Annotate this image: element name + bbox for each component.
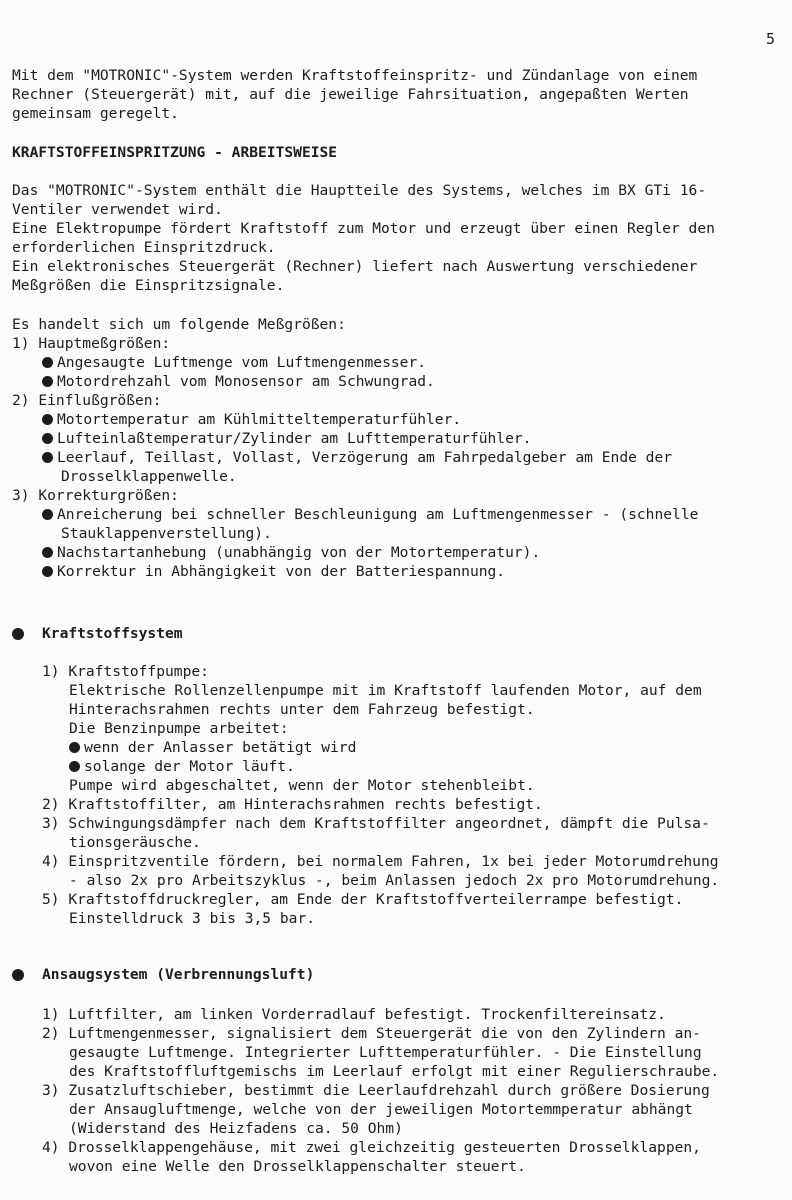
bullet-dot-icon [42,414,53,425]
list-item: Anreicherung bei schneller Beschleunigung am Luftmengenmesser - (schnelle [42,506,698,524]
intake-line: 4) Drosselklappengehäuse, mit zwei gleichzeitig gesteuerten Drosselklappen, [42,1139,701,1156]
section-bullet-icon [12,969,24,981]
measures-influence-title: 2) Einflußgrößen: [12,392,162,409]
intake-line: wovon eine Welle den Drosselklappenschalter steuert. [69,1158,526,1175]
bullet-dot-icon [42,566,53,577]
list-item: Motortemperatur am Kühlmitteltemperaturfühler. [42,411,461,429]
bullet-dot-icon [69,761,80,772]
bullet-dot-icon [42,547,53,558]
intro-line: Mit dem "MOTRONIC"-System werden Kraftstoffeinspritz- und Zündanlage von einem [12,67,698,84]
paragraph-line: Ventiler verwendet wird. [12,201,223,218]
paragraph-line: Das "MOTRONIC"-System enthält die Hauptteile des Systems, welches im BX GTi 16- [12,182,707,199]
list-item-continuation: Drosselklappenwelle. [61,468,237,485]
bullet-dot-icon [42,433,53,444]
measures-main-title: 1) Hauptmeßgrößen: [12,335,171,352]
intake-line: (Widerstand des Heizfadens ca. 50 Ohm) [69,1120,403,1137]
fuel-line: 3) Schwingungsdämpfer nach dem Kraftstoffilter angeordnet, dämpft die Pulsa- [42,815,710,832]
page-number: 5 [766,30,776,48]
paragraph-line: erforderlichen Einspritzdruck. [12,239,276,256]
list-item: wenn der Anlasser betätigt wird [69,739,356,757]
fuel-system-title: Kraftstoffsystem [42,625,183,642]
fuel-line: 2) Kraftstoffilter, am Hinterachsrahmen rechts befestigt. [42,796,543,813]
intake-line: 3) Zusatzluftschieber, bestimmt die Leerlaufdrehzahl durch größere Dosierung [42,1082,710,1099]
fuel-line: Hinterachsrahmen rechts unter dem Fahrzeug befestigt. [69,701,535,718]
bullet-dot-icon [42,509,53,520]
fuel-line: 5) Kraftstoffdruckregler, am Ende der Kraftstoffverteilerrampe befestigt. [42,891,684,908]
section-heading: KRAFTSTOFFEINSPRITZUNG - ARBEITSWEISE [12,144,338,161]
fuel-line: Die Benzinpumpe arbeitet: [69,720,289,737]
list-item: Nachstartanhebung (unabhängig von der Motortemperatur). [42,544,540,562]
fuel-line: 4) Einspritzventile fördern, bei normalem Fahren, 1x bei jeder Motorumdrehung [42,853,719,870]
list-item: Angesaugte Luftmenge vom Luftmengenmesser. [42,354,426,372]
intake-line: der Ansaugluftmenge, welche von der jeweiligen Motortemmperatur abhängt [69,1101,693,1118]
bullet-dot-icon [42,452,53,463]
list-item-continuation: Stauklappenverstellung). [61,525,272,542]
fuel-line: - also 2x pro Arbeitszyklus -, beim Anlassen jedoch 2x pro Motorumdrehung. [69,872,720,889]
intro-line: Rechner (Steuergerät) mit, auf die jeweilige Fahrsituation, angepaßten Werten [12,86,689,103]
intro-line: gemeinsam geregelt. [12,105,179,122]
intake-line: gesaugte Luftmenge. Integrierter Lufttemperaturfühler. - Die Einstellung [69,1044,702,1061]
intake-line: des Kraftstoffluftgemischs im Leerlauf erfolgt mit einer Regulierschraube. [69,1063,720,1080]
list-item: Motordrehzahl vom Monosensor am Schwungrad. [42,373,435,391]
list-item: Korrektur in Abhängigkeit von der Batteriespannung. [42,563,505,581]
paragraph-line: Meßgrößen die Einspritzsignale. [12,277,285,294]
fuel-line: tionsgeräusche. [69,834,201,851]
bullet-dot-icon [42,376,53,387]
fuel-line: Einstelldruck 3 bis 3,5 bar. [69,910,316,927]
intake-system-title: Ansaugsystem (Verbrennungsluft) [42,966,315,983]
measures-correction-title: 3) Korrekturgrößen: [12,487,179,504]
fuel-line: 1) Kraftstoffpumpe: [42,663,209,680]
section-bullet-icon [12,628,24,640]
fuel-line: Elektrische Rollenzellenpumpe mit im Kraftstoff laufenden Motor, auf dem [69,682,702,699]
intake-line: 1) Luftfilter, am linken Vorderradlauf befestigt. Trockenfiltereinsatz. [42,1006,666,1023]
measures-intro: Es handelt sich um folgende Meßgrößen: [12,316,346,333]
paragraph-line: Ein elektronisches Steuergerät (Rechner) liefert nach Auswertung verschiedener [12,258,698,275]
paragraph-line: Eine Elektropumpe fördert Kraftstoff zum Motor und erzeugt über einen Regler den [12,220,715,237]
intake-line: 2) Luftmengenmesser, signalisiert dem Steuergerät die von den Zylindern an- [42,1025,701,1042]
list-item: solange der Motor läuft. [69,758,295,776]
bullet-dot-icon [69,742,80,753]
list-item: Leerlauf, Teillast, Vollast, Verzögerung am Fahrpedalgeber am Ende der [42,449,672,467]
bullet-dot-icon [42,357,53,368]
fuel-line: Pumpe wird abgeschaltet, wenn der Motor stehenbleibt. [69,777,535,794]
list-item: Lufteinlaßtemperatur/Zylinder am Lufttemperaturfühler. [42,430,531,448]
